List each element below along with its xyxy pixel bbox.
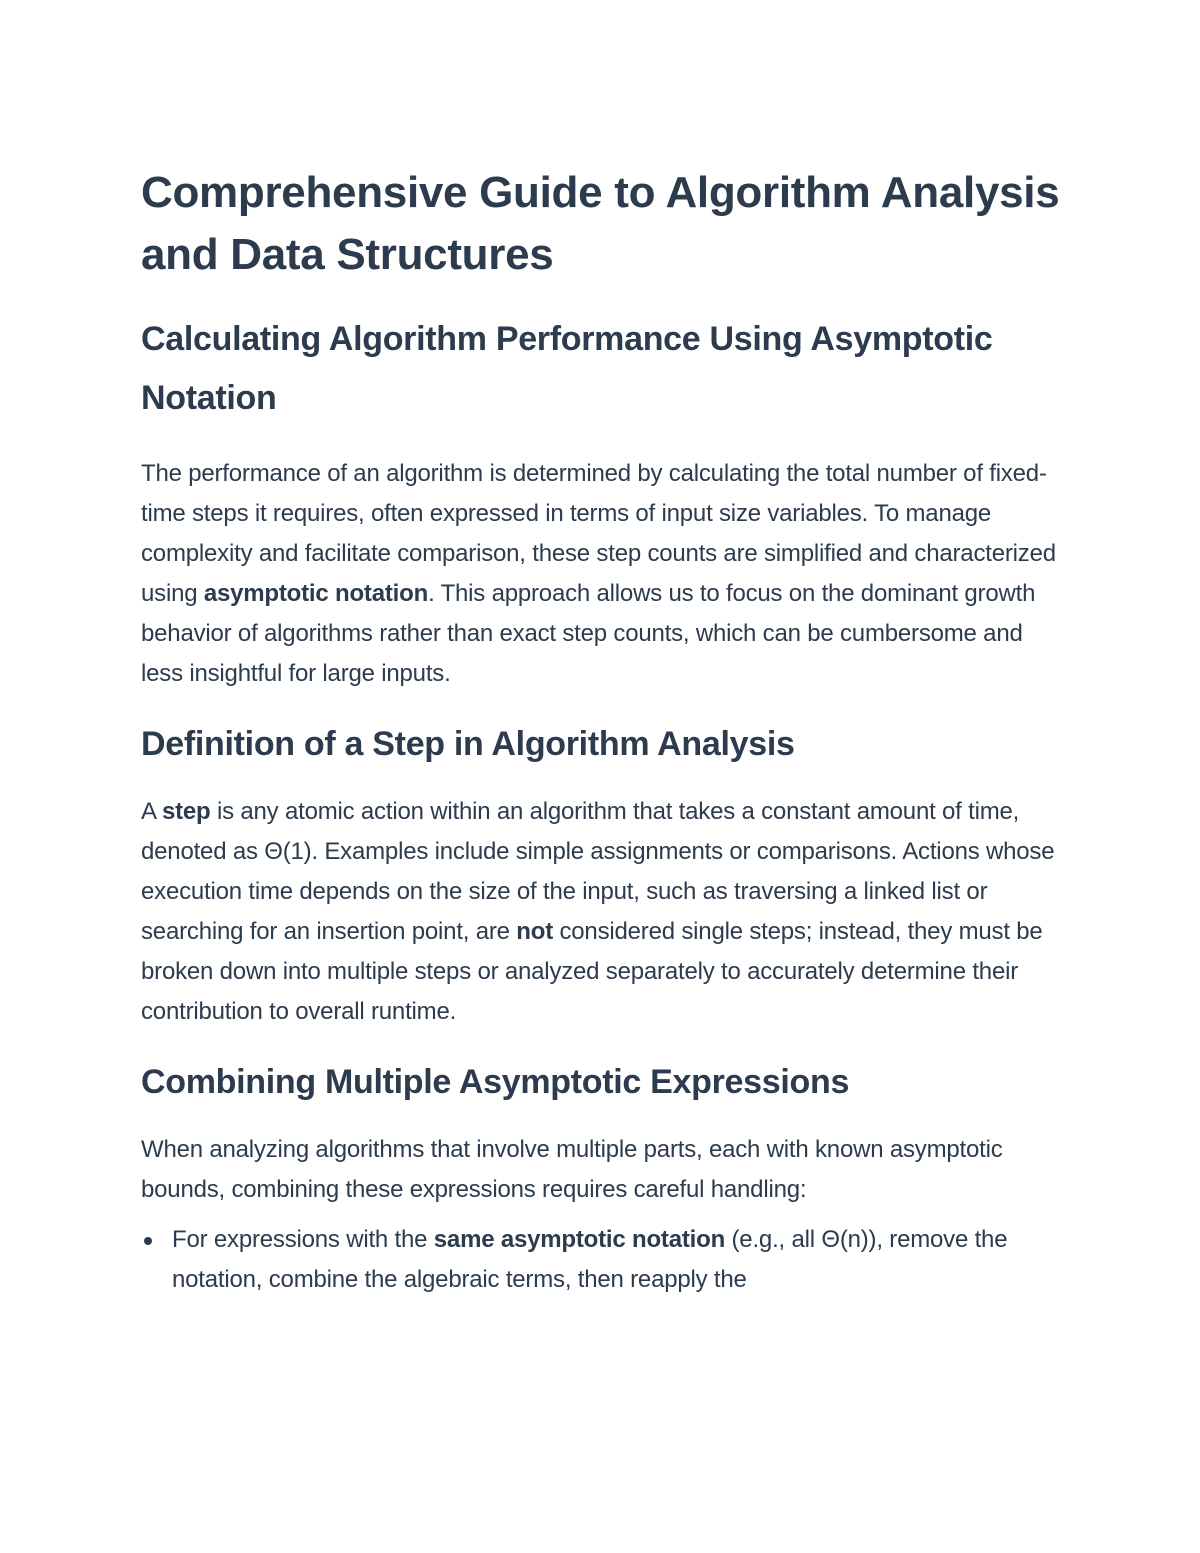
bullet-list xyxy=(141,1220,1066,1300)
text-run: . This approach allows us to focus on the dominant growth behavior of algorithms rather than exact step counts, which can be cumbersome and less insightful for large inputs. xyxy=(141,580,1036,687)
section-heading-performance: Calculating Algorithm Performance Using Asymptotic Notation xyxy=(141,320,993,417)
text-run: For expressions with the xyxy=(172,1226,434,1253)
bold-term-step: step xyxy=(161,798,211,825)
section-heading-combining: Combining Multiple Asymptotic Expressions xyxy=(141,1063,850,1101)
section-paragraph-combining: When analyzing algorithms that involve multiple parts, each with known asymptotic bounds, combining these expressions requires careful handling: xyxy=(141,1136,1003,1203)
document-page xyxy=(141,162,1066,1300)
bold-term-same-notation: same asymptotic notation xyxy=(433,1226,726,1253)
text-run: is any atomic action within an algorithm that takes a constant amount of time, denoted as Θ(1). Examples include simple assignments or comparisons. Actions whose execution time depends on the size of the input, such as traversing a linked list or searching for an insertion point, are xyxy=(141,798,1055,945)
page-title: Comprehensive Guide to Algorithm Analysis and Data Structures xyxy=(141,168,1060,279)
list-item xyxy=(141,1220,1066,1300)
text-run: The performance of an algorithm is determined by calculating the total number of fixed-time steps it requires, often expressed in terms of input size variables. To manage complexity and facilitate comparison, these step counts are simplified and characterized using xyxy=(141,460,1056,607)
section-heading-step-definition: Definition of a Step in Algorithm Analysis xyxy=(141,725,795,763)
text-run: A xyxy=(141,798,162,825)
section-paragraph-performance xyxy=(141,454,1066,694)
bullet-dot-icon xyxy=(144,1237,152,1245)
text-run: considered single steps; instead, they must be broken down into multiple steps or analyzed separately to accurately determine their contribution to overall runtime. xyxy=(141,918,1043,1025)
section-paragraph-step-definition xyxy=(141,792,1066,1032)
bold-term-not: not xyxy=(516,918,554,945)
text-run: (e.g., all Θ(n)), remove the notation, combine the algebraic terms, then reapply the xyxy=(172,1226,1008,1293)
bold-term-asymptotic-notation: asymptotic notation xyxy=(203,580,429,607)
